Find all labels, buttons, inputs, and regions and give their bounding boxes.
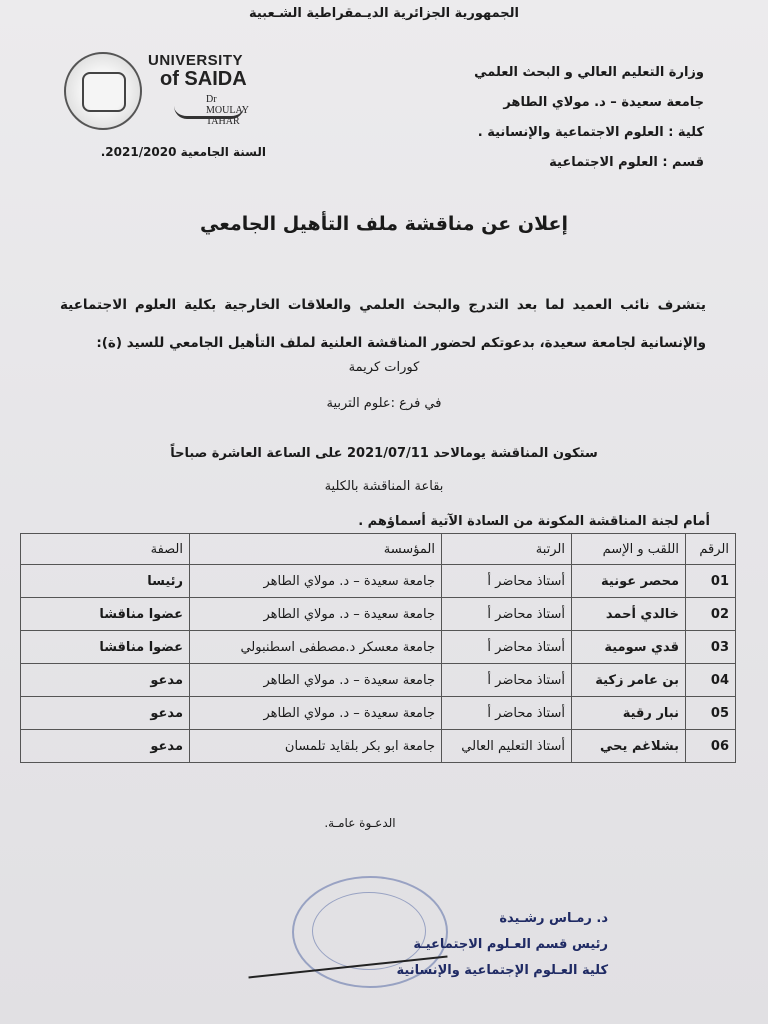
university-seal-icon — [64, 52, 142, 130]
faculty-line: كلية : العلوم الاجتماعية والإنسانية . — [477, 125, 704, 140]
invitation-paragraph: يتشرف نائب العميد لما بعد التدرج والبحث العلمي والعلاقات الخارجية بكلية العلوم الاجتماعية والإنسانية لجامعة سعيدة، بدعوتكم لحضور المناقشة العلنية لملف التأهيل الجامعي للسيد (ة): — [60, 297, 706, 351]
cell-institution: جامعة سعيدة – د. مولاي الطاهر — [190, 697, 442, 730]
cell-institution: جامعة ابو بكر بلقايد تلمسان — [190, 730, 442, 763]
logo-text-saida: of SAIDA — [160, 68, 247, 90]
table-row — [21, 697, 736, 730]
cell-number: 01 — [686, 565, 736, 598]
cell-role: رئيسا — [21, 565, 190, 598]
cell-rank: أستاذ محاضر أ — [442, 565, 572, 598]
cell-name: محصر عونية — [572, 565, 686, 598]
cell-rank: أستاذ محاضر أ — [442, 664, 572, 697]
cell-institution: جامعة معسكر د.مصطفى اسطنبولي — [190, 631, 442, 664]
cell-rank: أستاذ التعليم العالي — [442, 730, 572, 763]
ministry-line: وزارة التعليم العالي و البحث العلمي — [474, 65, 704, 80]
cell-role: عضوا مناقشا — [21, 598, 190, 631]
table-row — [21, 598, 736, 631]
department-line: قسم : العلوم الاجتماعية — [549, 155, 704, 170]
table-header-row — [21, 534, 736, 565]
institution-block — [384, 58, 704, 178]
signatory-name: د. رمـاس رشـيدة — [499, 911, 608, 926]
cell-institution: جامعة سعيدة – د. مولاي الطاهر — [190, 598, 442, 631]
table-row — [21, 664, 736, 697]
candidate-name: كورات كريمة — [348, 360, 420, 375]
header-institution: المؤسسة — [190, 534, 442, 565]
cell-number: 06 — [686, 730, 736, 763]
defense-room: بقاعة المناقشة بالكلية — [324, 479, 444, 494]
cell-rank: أستاذ محاضر أ — [442, 598, 572, 631]
cell-role: مدعو — [21, 664, 190, 697]
table-row — [21, 730, 736, 763]
signatory-faculty: كلية العـلوم الإجتماعية والإنسانية — [396, 963, 608, 978]
university-line: جامعة سعيدة – د. مولاي الطاهر — [503, 95, 704, 110]
header-number: الرقم — [686, 534, 736, 565]
university-logo — [64, 50, 254, 130]
public-invitation: الدعـوة عامـة. — [324, 816, 396, 830]
logo-wave-icon — [174, 106, 244, 119]
cell-role: مدعو — [21, 730, 190, 763]
cell-rank: أستاذ محاضر أ — [442, 631, 572, 664]
republic-header: الجمهورية الجزائرية الديـمقراطية الشـعبية — [248, 6, 520, 21]
defense-datetime: ستكون المناقشة يومالاحد 2021/07/11 على الساعة العاشرة صباحاً — [170, 446, 598, 461]
cell-name: قدي سومية — [572, 631, 686, 664]
cell-name: بشلاغم يحي — [572, 730, 686, 763]
cell-number: 05 — [686, 697, 736, 730]
signatory-role: رئيس قسم العـلوم الاجتماعيـة — [413, 937, 608, 952]
cell-role: عضوا مناقشا — [21, 631, 190, 664]
cell-rank: أستاذ محاضر أ — [442, 697, 572, 730]
logo-text-name: Dr MOULAY TAHAR — [206, 94, 249, 127]
branch-line: في فرع :علوم التربية — [326, 396, 442, 411]
cell-name: نبار رقية — [572, 697, 686, 730]
cell-institution: جامعة سعيدة – د. مولاي الطاهر — [190, 565, 442, 598]
cell-name: بن عامر زكية — [572, 664, 686, 697]
logo-text-university: UNIVERSITY — [148, 52, 244, 69]
cell-number: 02 — [686, 598, 736, 631]
academic-year: السنة الجامعية 2021/2020. — [100, 145, 266, 159]
cell-number: 04 — [686, 664, 736, 697]
announcement-title: إعلان عن مناقشة ملف التأهيل الجامعي — [200, 213, 568, 235]
signature-block — [308, 906, 608, 984]
header-role: الصفة — [21, 534, 190, 565]
cell-number: 03 — [686, 631, 736, 664]
table-row — [21, 631, 736, 664]
cell-institution: جامعة سعيدة – د. مولاي الطاهر — [190, 664, 442, 697]
header-rank: الرتبة — [442, 534, 572, 565]
header-name: اللقب و الإسم — [572, 534, 686, 565]
jury-table — [20, 533, 736, 763]
committee-intro: أمام لجنة المناقشة المكونة من السادة الآتية أسماؤهم . — [358, 514, 710, 529]
cell-name: خالدي أحمد — [572, 598, 686, 631]
table-row — [21, 565, 736, 598]
cell-role: مدعو — [21, 697, 190, 730]
